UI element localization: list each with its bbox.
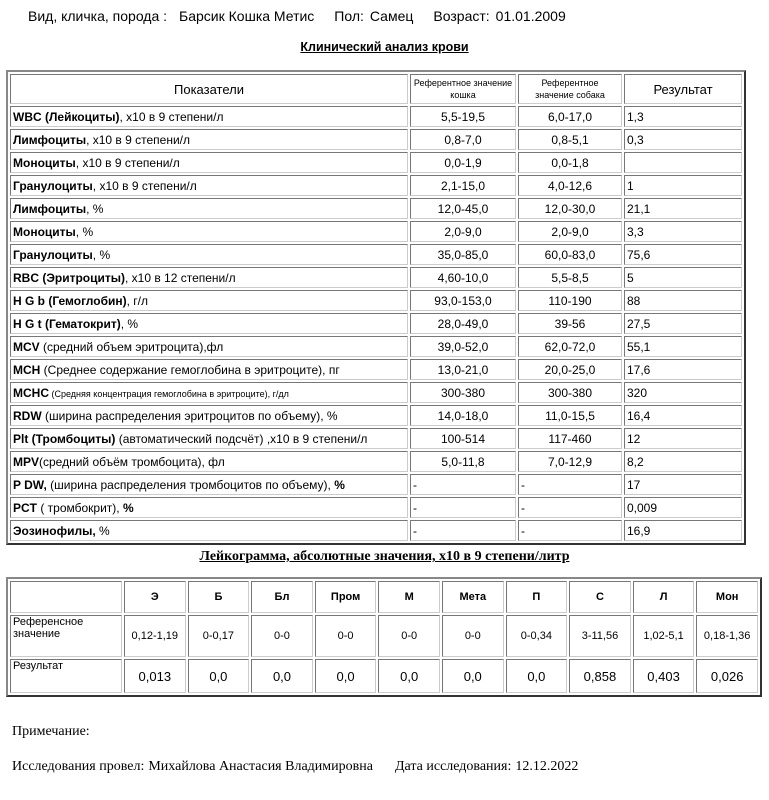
indicator-unit: , %	[120, 316, 139, 331]
col-header-cell: С	[569, 581, 631, 613]
ref-dog-cell: 60,0-83,0	[518, 244, 622, 265]
indicator-name: MPV	[13, 454, 40, 469]
table-row	[10, 497, 742, 518]
result-cell: 27,5	[624, 313, 742, 334]
ref-cat-cell: 4,60-10,0	[410, 267, 516, 288]
indicator-unit: , г/л	[126, 293, 149, 308]
ref-cat-cell: 300-380	[410, 382, 516, 403]
indicator-unit: ( тромбокрит),	[37, 500, 123, 515]
ref-dog-cell: 2,0-9,0	[518, 221, 622, 242]
ref-cat-cell: 13,0-21,0	[410, 359, 516, 380]
col-header-cell: М	[378, 581, 440, 613]
indicator-name: PCT	[13, 500, 37, 515]
indicator-name: Plt (Тромбоциты)	[13, 431, 116, 446]
table-row	[10, 175, 742, 196]
ref-value-cell: 0-0	[251, 615, 313, 657]
ref-dog-cell: -	[518, 497, 622, 518]
species-value: Барсик Кошка Метис	[179, 8, 315, 24]
ref-value-cell: 0-0	[315, 615, 377, 657]
indicator-unit-bold: %	[334, 477, 345, 492]
indicator-cell	[10, 106, 408, 127]
table-row	[10, 428, 742, 449]
ref-value-cell: 0-0	[442, 615, 504, 657]
indicator-cell	[10, 382, 408, 403]
indicator-cell	[10, 497, 408, 518]
col-header-cell: Мон	[696, 581, 758, 613]
indicator-cell	[10, 405, 408, 426]
result-value-cell: 0,403	[633, 659, 695, 693]
date-value: 12.12.2022	[515, 759, 579, 774]
table-row	[10, 221, 742, 242]
table-row	[10, 520, 742, 541]
indicator-name: Гранулоциты	[13, 178, 93, 193]
table-row	[10, 267, 742, 288]
table-row	[10, 313, 742, 334]
ref-cat-cell: -	[410, 474, 516, 495]
patient-info	[28, 8, 578, 24]
indicator-unit: , х10 в 9 степени/л	[92, 178, 197, 193]
col-header-result: Результат	[624, 74, 742, 104]
indicator-unit: (ширина распределения тромбоцитов по объему),	[46, 477, 335, 492]
result-cell: 1,3	[624, 106, 742, 127]
table-row	[10, 129, 742, 150]
indicator-unit: (автоматический подсчёт) ,х10 в 9 степени/л	[115, 431, 368, 446]
ref-dog-cell: 12,0-30,0	[518, 198, 622, 219]
indicator-cell	[10, 267, 408, 288]
ref-dog-cell: 0,8-5,1	[518, 129, 622, 150]
result-value-cell: 0,0	[442, 659, 504, 693]
indicator-name: RBC (Эритроциты)	[13, 270, 125, 285]
col-header-cell: Бл	[251, 581, 313, 613]
result-value-cell: 0,0	[506, 659, 568, 693]
sex-value: Самец	[369, 8, 414, 24]
ref-dog-cell: 0,0-1,8	[518, 152, 622, 173]
ref-cat-cell: 5,0-11,8	[410, 451, 516, 472]
indicator-name: Моноциты	[13, 155, 76, 170]
ref-cat-cell: 100-514	[410, 428, 516, 449]
ref-dog-cell: 6,0-17,0	[518, 106, 622, 127]
result-cell: 12	[624, 428, 742, 449]
indicator-unit: , %	[75, 224, 94, 239]
species-label: Вид, кличка, порода :	[28, 8, 168, 24]
indicator-unit: , х10 в 9 степени/л	[86, 132, 191, 147]
indicator-unit: (ширина распределения эритроцитов по объему), %	[41, 408, 338, 423]
indicator-name: Лимфоциты	[13, 201, 87, 216]
table-row	[10, 290, 742, 311]
result-value-cell: 0,0	[315, 659, 377, 693]
ref-cat-cell: 0,0-1,9	[410, 152, 516, 173]
ref-dog-cell: 117-460	[518, 428, 622, 449]
indicator-unit: , %	[86, 201, 104, 216]
result-cell: 75,6	[624, 244, 742, 265]
age-value: 01.01.2009	[495, 8, 566, 24]
result-cell: 8,2	[624, 451, 742, 472]
ref-cat-cell: 14,0-18,0	[410, 405, 516, 426]
ref-label: Референсное значение	[10, 615, 122, 657]
indicator-unit: (Средняя концентрация гемоглобина в эритроците), г/дл	[49, 388, 289, 399]
ref-dog-cell: -	[518, 520, 622, 541]
indicator-name: Моноциты	[13, 224, 76, 239]
blood-test-table	[6, 70, 746, 545]
indicator-cell	[10, 359, 408, 380]
note-label: Примечание:	[12, 724, 90, 739]
table-row	[10, 152, 742, 173]
ref-dog-cell: -	[518, 474, 622, 495]
ref-cat-cell: -	[410, 520, 516, 541]
ref-dog-cell: 4,0-12,6	[518, 175, 622, 196]
result-value-cell: 0,013	[124, 659, 186, 693]
ref-cat-cell: 2,0-9,0	[410, 221, 516, 242]
indicator-cell	[10, 474, 408, 495]
col-header-dog: Референтное значение собака	[518, 74, 622, 104]
ref-dog-cell: 39-56	[518, 313, 622, 334]
indicator-name: MCHC	[13, 385, 49, 400]
indicator-name: H G t (Гематокрит)	[13, 316, 121, 331]
ref-value-cell: 0-0	[378, 615, 440, 657]
ref-value-cell: 1,02-5,1	[633, 615, 695, 657]
result-cell	[624, 152, 742, 173]
ref-dog-cell: 300-380	[518, 382, 622, 403]
performed-label: Исследования провел:	[12, 759, 145, 774]
result-cell: 55,1	[624, 336, 742, 357]
ref-value-cell: 0-0,34	[506, 615, 568, 657]
indicator-unit: (Среднее содержание гемоглобина в эритроците), пг	[40, 362, 340, 377]
indicator-unit: %	[95, 523, 110, 538]
signature-line	[12, 759, 600, 775]
indicator-cell	[10, 428, 408, 449]
result-value-cell: 0,0	[251, 659, 313, 693]
result-cell: 1	[624, 175, 742, 196]
result-value-cell: 0,858	[569, 659, 631, 693]
col-header-cell: Пром	[315, 581, 377, 613]
ref-dog-cell: 20,0-25,0	[518, 359, 622, 380]
ref-value-cell: 0,18-1,36	[696, 615, 758, 657]
indicator-name: RDW	[13, 408, 42, 423]
ref-cat-cell: 35,0-85,0	[410, 244, 516, 265]
ref-value-cell: 0,12-1,19	[124, 615, 186, 657]
ref-value-cell: 3-11,56	[569, 615, 631, 657]
result-cell: 16,9	[624, 520, 742, 541]
col-header-cell: Э	[124, 581, 186, 613]
ref-cat-cell: 0,8-7,0	[410, 129, 516, 150]
blood-test-title: Клинический анализ крови	[300, 40, 469, 54]
ref-cat-cell: 28,0-49,0	[410, 313, 516, 334]
ref-cat-cell: 2,1-15,0	[410, 175, 516, 196]
result-cell: 17	[624, 474, 742, 495]
indicator-name: Гранулоциты	[13, 247, 93, 262]
indicator-unit: , х10 в 9 степени/л	[75, 155, 180, 170]
result-cell: 5	[624, 267, 742, 288]
indicator-unit: (средний объем эритроцита),фл	[39, 339, 224, 354]
result-cell: 0,009	[624, 497, 742, 518]
ref-cat-cell: 93,0-153,0	[410, 290, 516, 311]
table-row	[10, 359, 742, 380]
ref-cat-cell: 12,0-45,0	[410, 198, 516, 219]
indicator-name: MCV	[13, 339, 40, 354]
indicator-name: WBC (Лейкоциты)	[13, 109, 120, 124]
indicator-cell	[10, 244, 408, 265]
leukogram-result-row	[10, 659, 758, 693]
table-row	[10, 198, 742, 219]
indicator-cell	[10, 221, 408, 242]
indicator-cell	[10, 152, 408, 173]
ref-cat-cell: 5,5-19,5	[410, 106, 516, 127]
result-cell: 3,3	[624, 221, 742, 242]
indicator-cell	[10, 175, 408, 196]
col-header-cell: Л	[633, 581, 695, 613]
col-header-cell: Б	[188, 581, 250, 613]
col-header-cell: П	[506, 581, 568, 613]
table-header-row	[10, 74, 742, 104]
result-cell: 88	[624, 290, 742, 311]
result-value-cell: 0,0	[378, 659, 440, 693]
table-row	[10, 106, 742, 127]
indicator-unit: , х10 в 9 степени/л	[119, 109, 224, 124]
leukogram-title: Лейкограмма, абсолютные значения, х10 в 9 степени/литр	[199, 549, 570, 564]
indicator-unit-bold: %	[122, 500, 134, 515]
result-value-cell: 0,0	[188, 659, 250, 693]
result-cell: 320	[624, 382, 742, 403]
result-cell: 0,3	[624, 129, 742, 150]
age-label: Возраст:	[433, 8, 490, 24]
ref-cat-cell: 39,0-52,0	[410, 336, 516, 357]
indicator-name: H G b (Гемоглобин)	[13, 293, 127, 308]
table-row	[10, 451, 742, 472]
indicator-cell	[10, 336, 408, 357]
result-label: Результат	[10, 659, 122, 693]
indicator-name: MCH	[13, 362, 41, 377]
indicator-unit: , х10 в 12 степени/л	[124, 270, 236, 285]
leukogram-table	[6, 577, 762, 697]
table-row	[10, 474, 742, 495]
result-cell: 16,4	[624, 405, 742, 426]
table-row	[10, 244, 742, 265]
indicator-cell	[10, 451, 408, 472]
result-value-cell: 0,026	[696, 659, 758, 693]
ref-value-cell: 0-0,17	[188, 615, 250, 657]
sex-label: Пол:	[334, 8, 364, 24]
indicator-unit: (средний объём тромбоцита), фл	[39, 454, 225, 469]
indicator-cell	[10, 198, 408, 219]
col-header-cell: Мета	[442, 581, 504, 613]
leukogram-ref-row	[10, 615, 758, 657]
empty-cell	[10, 581, 122, 613]
result-cell: 21,1	[624, 198, 742, 219]
ref-cat-cell: -	[410, 497, 516, 518]
indicator-name: Эозинофилы,	[13, 523, 96, 538]
indicator-name: Лимфоциты	[13, 132, 87, 147]
table-row	[10, 336, 742, 357]
ref-dog-cell: 7,0-12,9	[518, 451, 622, 472]
ref-dog-cell: 62,0-72,0	[518, 336, 622, 357]
table-row	[10, 405, 742, 426]
indicator-name: P DW,	[13, 477, 47, 492]
indicator-cell	[10, 290, 408, 311]
table-row	[10, 382, 742, 403]
result-cell: 17,6	[624, 359, 742, 380]
indicator-unit: , %	[92, 247, 111, 262]
date-label: Дата исследования:	[394, 759, 512, 774]
indicator-cell	[10, 520, 408, 541]
col-header-indicator: Показатели	[10, 74, 408, 104]
indicator-cell	[10, 313, 408, 334]
ref-dog-cell: 5,5-8,5	[518, 267, 622, 288]
indicator-cell	[10, 129, 408, 150]
ref-dog-cell: 11,0-15,5	[518, 405, 622, 426]
leukogram-header-row	[10, 581, 758, 613]
performed-value: Михайлова Анастасия Владимировна	[148, 759, 373, 774]
ref-dog-cell: 110-190	[518, 290, 622, 311]
col-header-cat: Референтное значение кошка	[410, 74, 516, 104]
